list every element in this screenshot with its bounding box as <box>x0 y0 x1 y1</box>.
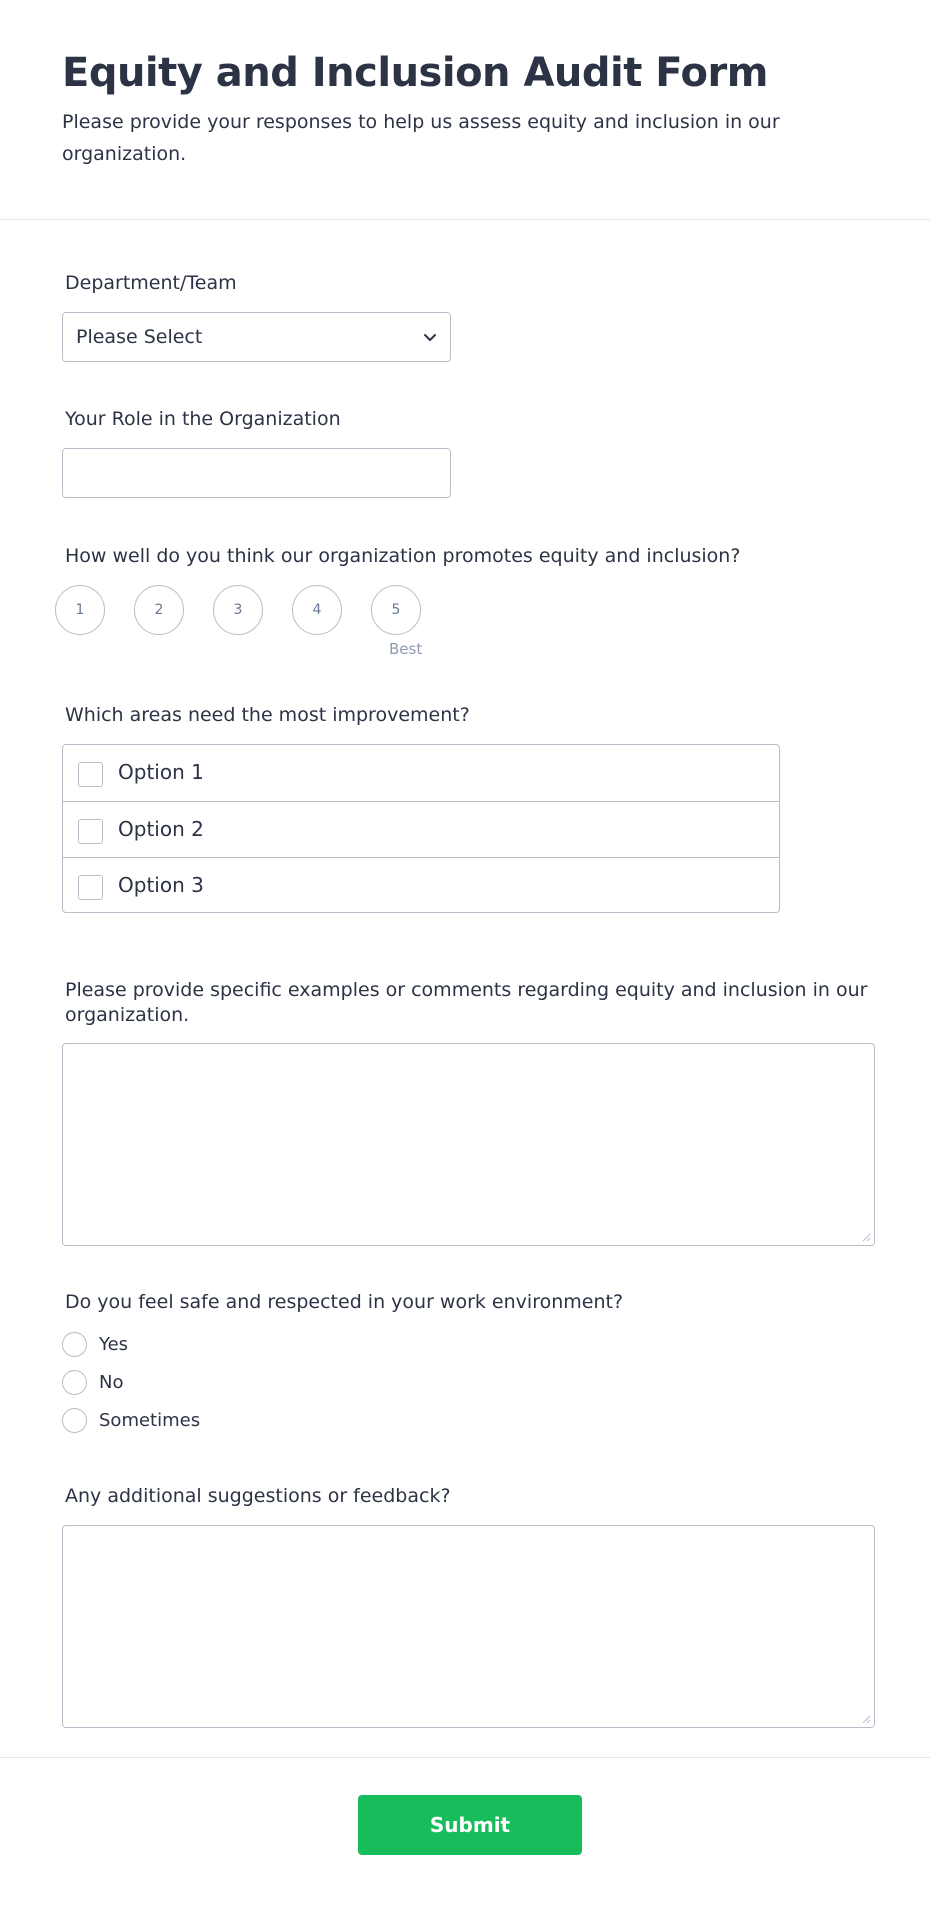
header-divider <box>0 219 930 220</box>
resize-grip-icon[interactable] <box>861 1232 871 1242</box>
suggestions-label: Any additional suggestions or feedback? <box>65 1485 451 1507</box>
checkbox-option-3[interactable] <box>63 857 779 913</box>
checkbox-option-1[interactable] <box>63 745 779 801</box>
checkbox[interactable] <box>78 762 103 787</box>
role-label: Your Role in the Organization <box>65 408 341 430</box>
suggestions-textarea[interactable] <box>62 1525 875 1728</box>
resize-grip-icon[interactable] <box>861 1714 871 1724</box>
checkbox[interactable] <box>78 819 103 844</box>
department-selected-value: Please Select <box>76 326 203 348</box>
improvement-checkbox-group <box>62 744 780 913</box>
form-description: Please provide your responses to help us assess equity and inclusion in our organization. <box>62 111 780 165</box>
radio-option-sometimes[interactable] <box>62 1408 262 1434</box>
rating-option-4[interactable]: 4 <box>292 585 342 635</box>
checkbox-label: Option 2 <box>118 817 204 841</box>
rating-option-3[interactable]: 3 <box>213 585 263 635</box>
radio-option-no[interactable] <box>62 1370 262 1396</box>
radio-button[interactable] <box>62 1408 87 1433</box>
rating-label: How well do you think our organization promotes equity and inclusion? <box>65 545 741 567</box>
department-label: Department/Team <box>65 272 237 294</box>
radio-label: Sometimes <box>99 1410 201 1431</box>
radio-button[interactable] <box>62 1370 87 1395</box>
comments-label: Please provide specific examples or comments regarding equity and inclusion in our organization. <box>65 979 868 1026</box>
checkbox-label: Option 3 <box>118 873 204 897</box>
radio-button[interactable] <box>62 1332 87 1357</box>
radio-label: Yes <box>99 1334 129 1355</box>
footer-divider <box>0 1757 930 1758</box>
chevron-down-icon <box>420 327 440 347</box>
checkbox-label: Option 1 <box>118 760 204 784</box>
rating-option-2[interactable]: 2 <box>134 585 184 635</box>
improvement-label: Which areas need the most improvement? <box>65 704 470 726</box>
comments-textarea[interactable] <box>62 1043 875 1246</box>
radio-label: No <box>99 1372 124 1393</box>
rating-best-label: Best <box>389 640 423 658</box>
checkbox[interactable] <box>78 875 103 900</box>
radio-option-yes[interactable] <box>62 1332 262 1358</box>
submit-button[interactable]: Submit <box>358 1795 582 1855</box>
checkbox-option-2[interactable] <box>63 801 779 857</box>
safety-label: Do you feel safe and respected in your work environment? <box>65 1291 624 1313</box>
form-title: Equity and Inclusion Audit Form <box>62 50 768 96</box>
rating-option-5[interactable]: 5 <box>371 585 421 635</box>
role-input[interactable] <box>62 448 451 498</box>
rating-option-1[interactable]: 1 <box>55 585 105 635</box>
department-select[interactable] <box>62 312 451 362</box>
